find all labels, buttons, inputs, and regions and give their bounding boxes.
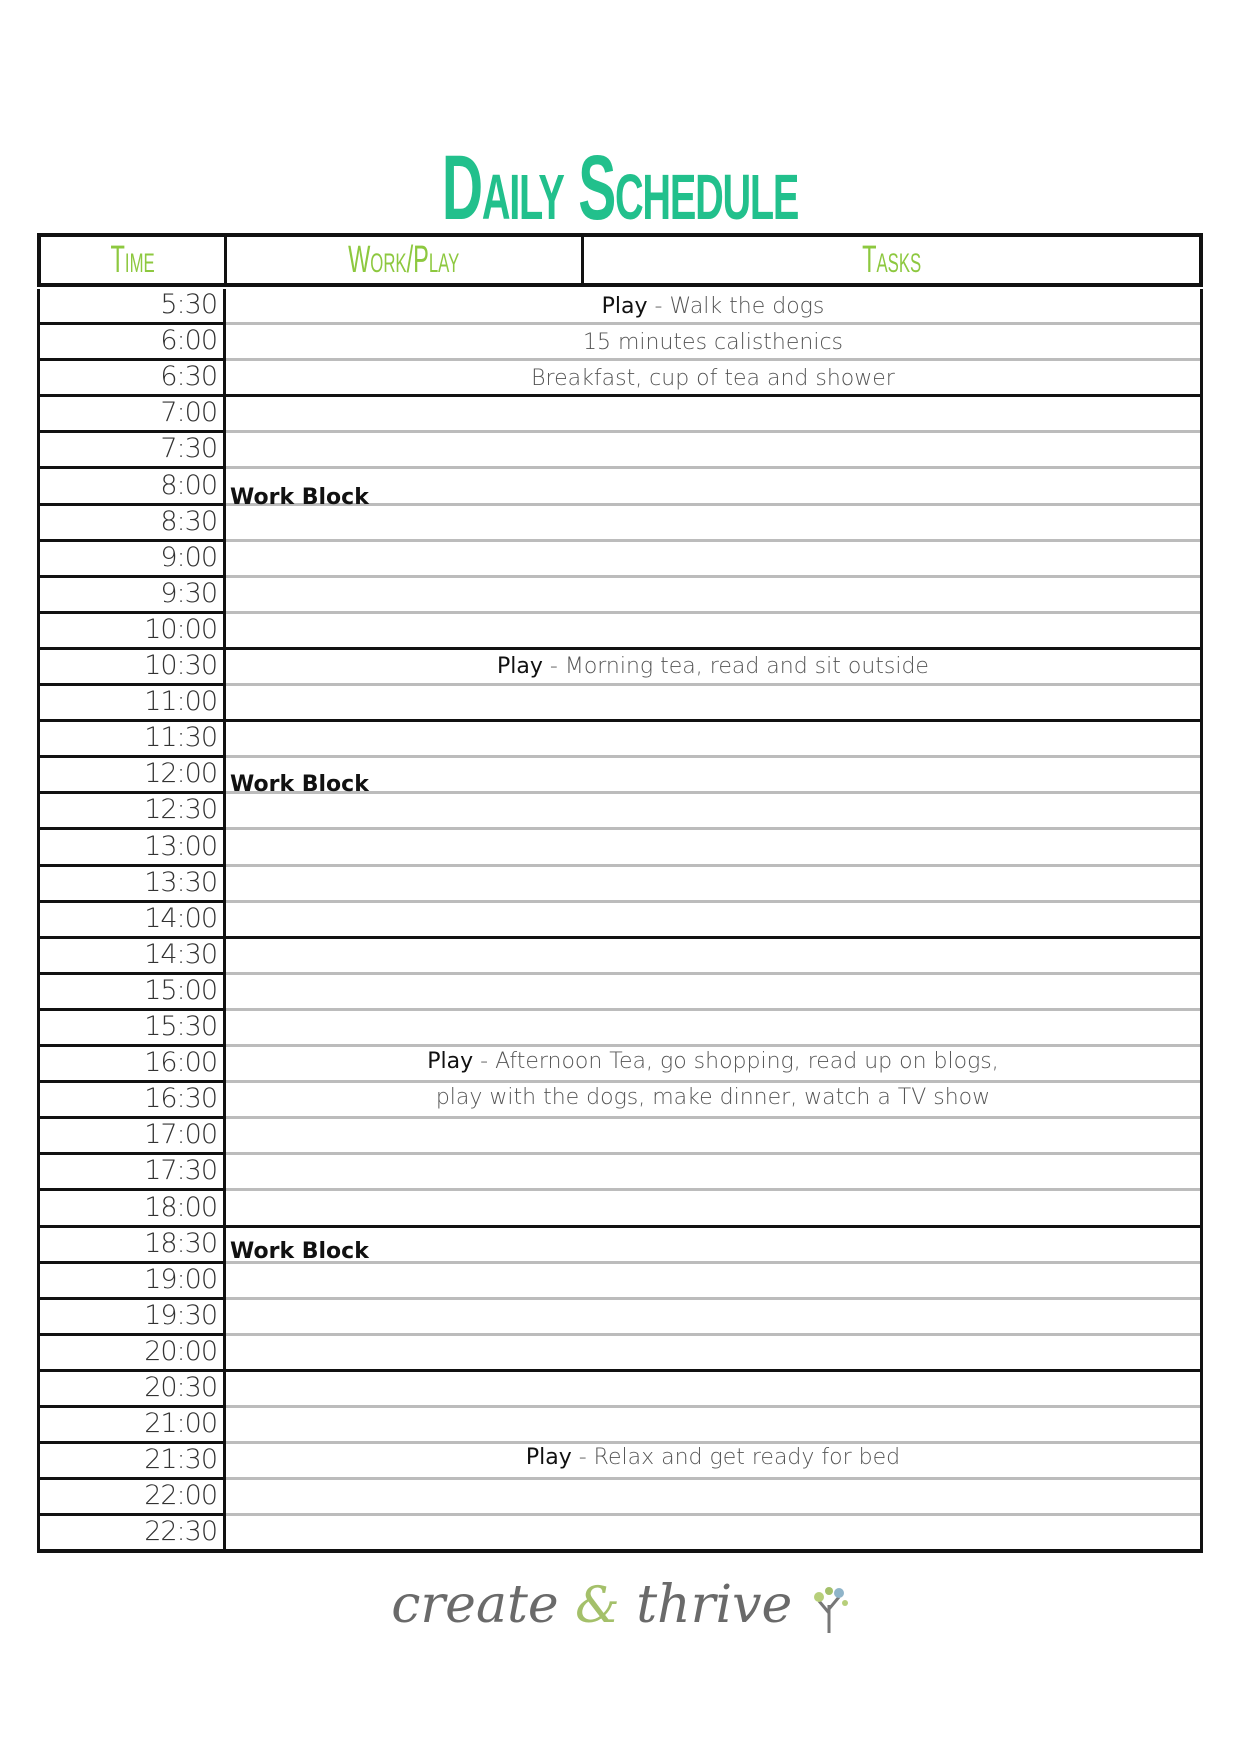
- schedule-row: [226, 722, 1200, 758]
- schedule-row: [226, 794, 1200, 830]
- time-row: [40, 542, 223, 578]
- time-row: [40, 1372, 223, 1408]
- time-row: [40, 578, 223, 614]
- time-row: [40, 361, 223, 397]
- time-row: [40, 1444, 223, 1480]
- schedule-row: [226, 1372, 1200, 1408]
- task-morning-tea: Play - Morning tea, read and sit outside: [497, 654, 929, 679]
- time-label: 15:30: [144, 1011, 217, 1043]
- schedule-row: [226, 1336, 1200, 1372]
- schedule-row: [226, 397, 1200, 433]
- time-label: 19:00: [144, 1263, 217, 1295]
- work-block-label: Work Block: [230, 1239, 369, 1264]
- time-row: [40, 975, 223, 1011]
- schedule-row: [226, 506, 1200, 542]
- task-calisthenics: 15 minutes calisthenics: [582, 330, 843, 355]
- time-row: [40, 1516, 223, 1552]
- schedule-row: [226, 1408, 1200, 1444]
- time-label: 7:30: [160, 433, 217, 465]
- time-label: 14:30: [144, 938, 217, 970]
- time-row: [40, 1011, 223, 1047]
- schedule-row: [226, 939, 1200, 975]
- schedule-row: [226, 1480, 1200, 1516]
- time-label: 10:30: [144, 650, 217, 682]
- time-label: 12:30: [144, 794, 217, 826]
- time-row: [40, 506, 223, 542]
- time-row: [40, 325, 223, 361]
- time-label: 9:00: [160, 541, 217, 573]
- schedule-row: [226, 470, 1200, 506]
- time-label: 8:00: [160, 469, 217, 501]
- time-label: 5:30: [160, 289, 217, 321]
- task-relax: Play - Relax and get ready for bed: [525, 1445, 901, 1470]
- time-row: [40, 650, 223, 686]
- schedule-row: [226, 1300, 1200, 1336]
- time-label: 22:30: [144, 1516, 217, 1548]
- schedule-row: [226, 1192, 1200, 1228]
- schedule-row: [226, 578, 1200, 614]
- time-label: 13:30: [144, 866, 217, 898]
- time-label: 21:30: [144, 1444, 217, 1476]
- time-row: [40, 686, 223, 722]
- time-row: [40, 1083, 223, 1119]
- time-row: [40, 867, 223, 903]
- schedule-row: [226, 867, 1200, 903]
- time-row: [40, 397, 223, 433]
- time-label: 19:30: [144, 1299, 217, 1331]
- time-label: 18:00: [144, 1191, 217, 1223]
- time-label: 17:00: [144, 1119, 217, 1151]
- time-row: [40, 1336, 223, 1372]
- time-label: 14:00: [144, 902, 217, 934]
- time-label: 9:30: [160, 577, 217, 609]
- time-row: [40, 831, 223, 867]
- time-row: [40, 470, 223, 506]
- time-label: 15:00: [144, 974, 217, 1006]
- task-breakfast: Breakfast, cup of tea and shower: [531, 366, 895, 391]
- time-row: [40, 1119, 223, 1155]
- schedule-row: [226, 1264, 1200, 1300]
- schedule-row: [226, 433, 1200, 469]
- time-row: [40, 722, 223, 758]
- work-block-label: Work Block: [230, 485, 369, 510]
- time-row: [40, 1047, 223, 1083]
- time-column: [40, 289, 226, 1550]
- header-time: Time: [41, 237, 227, 283]
- time-label: 11:30: [144, 722, 217, 754]
- time-row: [40, 1480, 223, 1516]
- schedule-row: [226, 831, 1200, 867]
- time-row: [40, 289, 223, 325]
- time-label: 20:00: [144, 1335, 217, 1367]
- task-walk-dogs: Play - Walk the dogs: [601, 294, 825, 319]
- time-row: [40, 903, 223, 939]
- schedule-row: [226, 542, 1200, 578]
- time-row: [40, 1264, 223, 1300]
- schedule-row: [226, 1011, 1200, 1047]
- page-title: Daily Schedule: [441, 137, 799, 239]
- create-thrive-logo: create & thrive: [0, 1575, 1240, 1635]
- time-label: 18:30: [144, 1227, 217, 1259]
- tree-icon: [809, 1583, 849, 1635]
- time-label: 6:30: [160, 361, 217, 393]
- schedule-row: [226, 1516, 1200, 1552]
- schedule-row: [226, 758, 1200, 794]
- schedule-row: [226, 614, 1200, 650]
- content-column: [226, 289, 1200, 1550]
- schedule-row: [226, 686, 1200, 722]
- time-row: [40, 1300, 223, 1336]
- time-label: 20:30: [144, 1372, 217, 1404]
- task-afternoon: Play - Afternoon Tea, go shopping, read up on blogs,: [427, 1049, 999, 1074]
- time-label: 17:30: [144, 1155, 217, 1187]
- time-label: 6:00: [160, 325, 217, 357]
- time-row: [40, 758, 223, 794]
- time-row: [40, 433, 223, 469]
- time-label: 22:00: [144, 1480, 217, 1512]
- time-row: [40, 1192, 223, 1228]
- time-row: [40, 1408, 223, 1444]
- time-label: 21:00: [144, 1408, 217, 1440]
- header-work-play: Work/Play: [227, 237, 584, 283]
- time-row: [40, 939, 223, 975]
- time-label: 10:00: [144, 613, 217, 645]
- header-tasks: Tasks: [861, 238, 922, 281]
- schedule-row: [226, 1228, 1200, 1264]
- schedule-row: [226, 903, 1200, 939]
- time-row: [40, 1155, 223, 1191]
- time-label: 16:30: [144, 1083, 217, 1115]
- task-afternoon-cont: play with the dogs, make dinner, watch a TV show: [435, 1085, 991, 1110]
- schedule-grid: [37, 289, 1203, 1553]
- work-block-label: Work Block: [230, 772, 369, 797]
- time-label: 7:00: [160, 397, 217, 429]
- schedule-row: [226, 1155, 1200, 1191]
- time-row: [40, 614, 223, 650]
- time-label: 16:00: [144, 1047, 217, 1079]
- time-label: 12:00: [144, 758, 217, 790]
- table-header: [37, 233, 1203, 287]
- time-label: 8:30: [160, 505, 217, 537]
- time-row: [40, 794, 223, 830]
- time-row: [40, 1228, 223, 1264]
- schedule-row: [226, 975, 1200, 1011]
- time-label: 13:00: [144, 830, 217, 862]
- schedule-row: [226, 1119, 1200, 1155]
- time-label: 11:00: [144, 686, 217, 718]
